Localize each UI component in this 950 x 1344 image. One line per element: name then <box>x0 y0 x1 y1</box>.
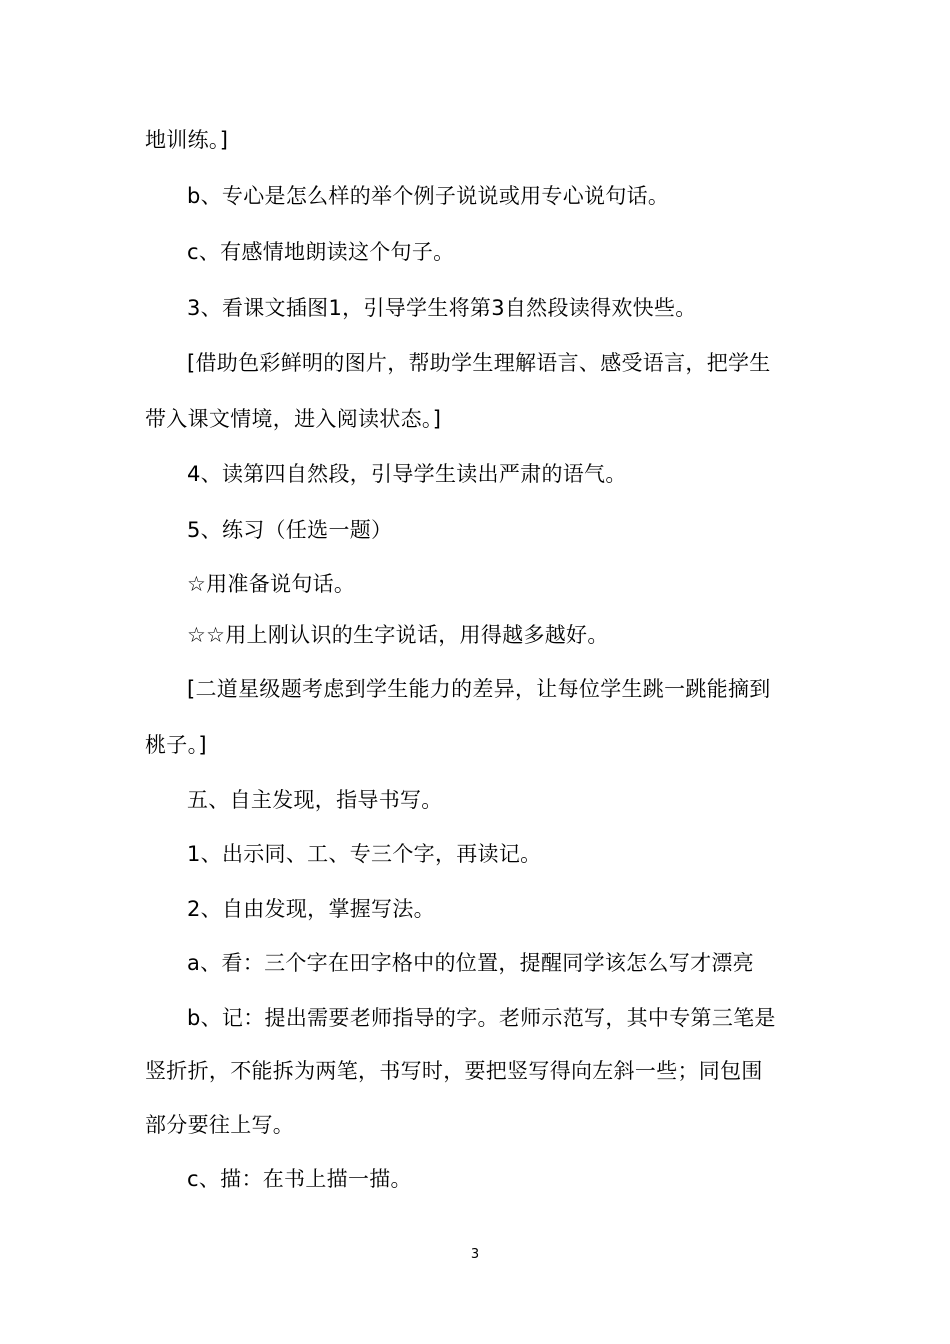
text-line: 竖折折，不能拆为两笔，书写时，要把竖写得向左斜一些；同包围 <box>145 1059 763 1083</box>
text-line: 地训练。] <box>145 128 229 152</box>
text-line: 桃子。] <box>145 733 207 757</box>
text-line: ☆☆用上刚认识的生字说话，用得越多越好。 <box>187 623 609 647</box>
text-line: a、看：三个字在田字格中的位置，提醒同学该怎么写才漂亮 <box>187 951 754 975</box>
text-line: ☆用准备说句话。 <box>187 572 356 596</box>
text-line: 部分要往上写。 <box>145 1113 295 1137</box>
text-line: 5、练习（任选一题） <box>187 518 393 542</box>
text-line: 五、自主发现，指导书写。 <box>187 788 443 812</box>
text-line: 4、读第四自然段，引导学生读出严肃的语气。 <box>187 462 627 486</box>
page-number: 3 <box>470 1247 480 1262</box>
text-line: [二道星级题考虑到学生能力的差异，让每位学生跳一跳能摘到 <box>187 677 771 701</box>
text-line: [借助色彩鲜明的图片，帮助学生理解语言、感受语言，把学生 <box>187 351 771 375</box>
text-line: 带入课文情境，进入阅读状态。] <box>145 407 442 431</box>
text-line: 2、自由发现，掌握写法。 <box>187 897 435 921</box>
text-line: c、描：在书上描一描。 <box>187 1167 412 1191</box>
text-line: c、有感情地朗读这个句子。 <box>187 240 455 264</box>
text-line: b、专心是怎么样的举个例子说说或用专心说句话。 <box>187 184 670 208</box>
text-line: b、记：提出需要老师指导的字。老师示范写，其中专第三笔是 <box>187 1006 776 1030</box>
text-line: 1、出示同、工、专三个字，再读记。 <box>187 842 542 866</box>
text-line: 3、看课文插图1，引导学生将第3自然段读得欢快些。 <box>187 296 697 320</box>
